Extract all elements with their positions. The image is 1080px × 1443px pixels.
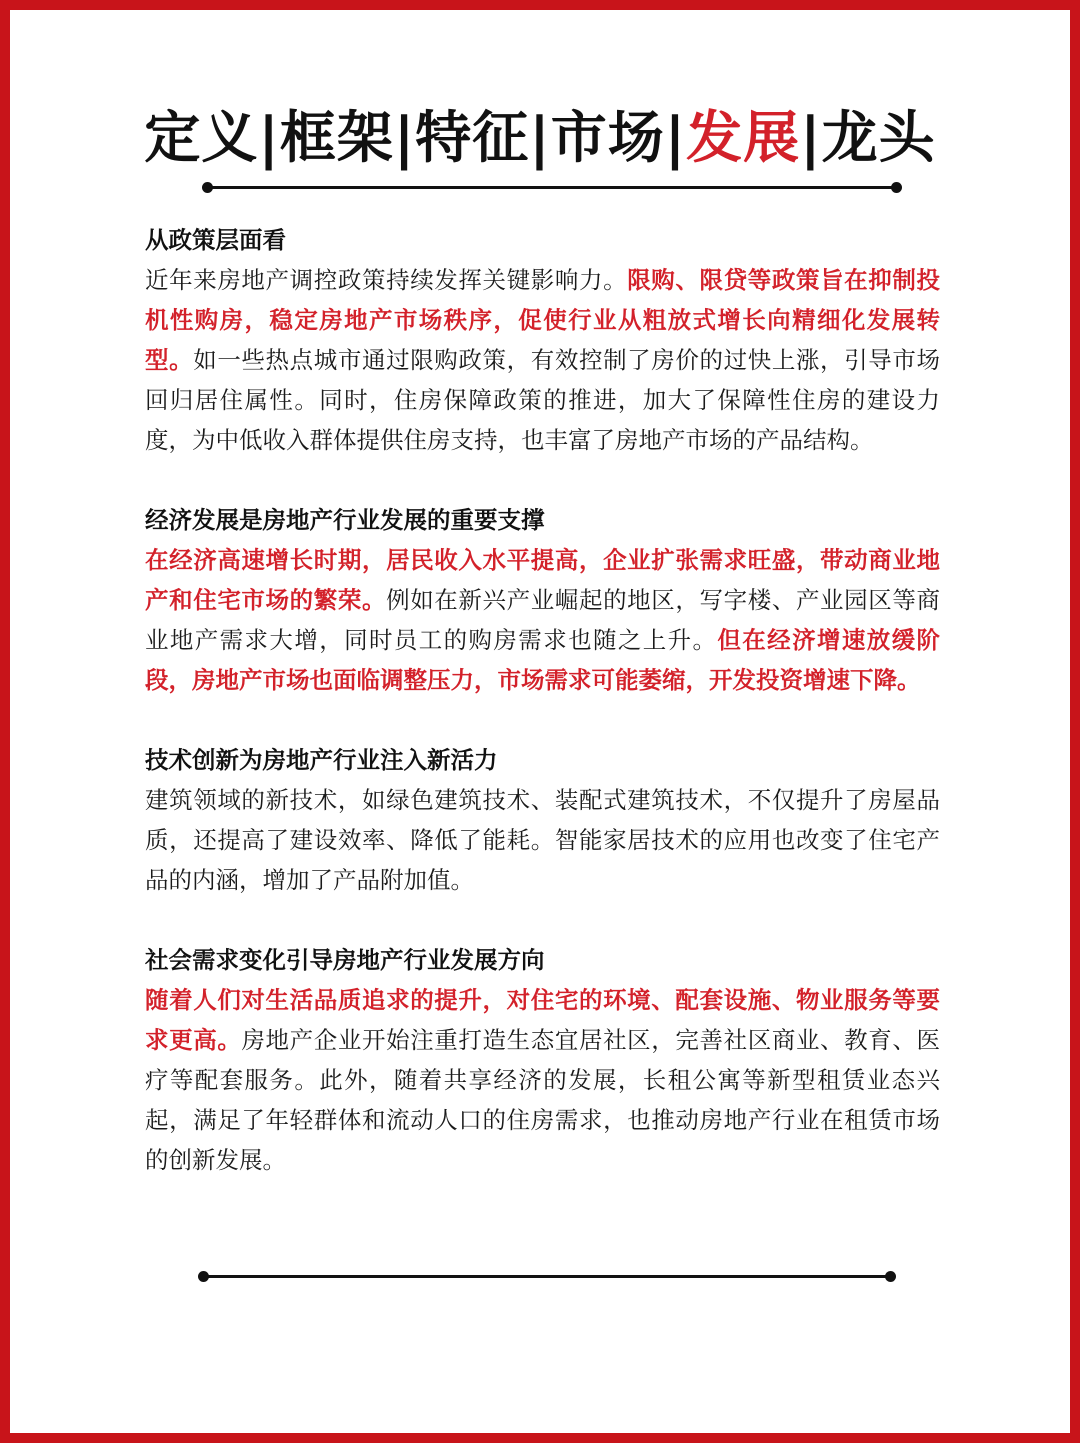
section-heading: 社会需求变化引导房地产行业发展方向 [145, 946, 545, 974]
highlight-segment: 限购、限贷等政策旨在抑制投机性购房，稳定房地产市场秩序，促使行业从粗放式增长向精细化发展转型。 [145, 266, 940, 374]
text-segment: 建筑领域的新技术，如绿色建筑技术、装配式建筑技术，不仅提升了房屋品质，还提高了建设效率、降低了能耗。智能家居技术的应用也改变了住宅产品的内涵，增加了产品附加值。 [145, 786, 940, 894]
section-heading: 从政策层面看 [145, 226, 286, 254]
page-title [0, 104, 1080, 174]
section-paragraph [145, 980, 940, 1180]
text-segment: 房地产企业开始注重打造生态宜居社区，完善社区商业、教育、医疗等配套服务。此外，随着共享经济的发展，长租公寓等新型租赁业态兴起，满足了年轻群体和流动人口的住房需求，也推动房地产行业在租赁市场的创新发展。 [145, 1026, 940, 1174]
highlight-segment: 随着人们对生活品质追求的提升，对住宅的环境、配套设施、物业服务等要求更高。 [145, 986, 940, 1054]
section-paragraph [145, 780, 940, 900]
section-paragraph [145, 260, 940, 460]
top-divider [207, 186, 897, 189]
section-policy [145, 220, 940, 460]
title-part-1: 定义|框架|特征|市场| [144, 106, 687, 171]
highlight-segment: 在经济高速增长时期，居民收入水平提高，企业扩张需求旺盛，带动商业地产和住宅市场的繁荣。 [145, 546, 940, 614]
section-heading: 技术创新为房地产行业注入新活力 [145, 746, 498, 774]
title-part-highlight: 发展 [686, 106, 801, 171]
section-technology [145, 740, 940, 900]
section-society [145, 940, 940, 1180]
text-segment: 例如在新兴产业崛起的地区，写字楼、产业园区等商业地产需求大增，同时员工的购房需求也随之上升。 [145, 586, 940, 654]
section-paragraph [145, 540, 940, 700]
article-body [145, 220, 940, 1220]
highlight-segment: 但在经济增速放缓阶段，房地产市场也面临调整压力，市场需求可能萎缩，开发投资增速下降。 [145, 626, 941, 694]
text-segment: 如一些热点城市通过限购政策，有效控制了房价的过快上涨，引导市场回归居住属性。同时，住房保障政策的推进，加大了保障性住房的建设力度，为中低收入群体提供住房支持，也丰富了房地产市场的产品结构。 [145, 346, 940, 454]
title-part-3: |龙头 [800, 106, 936, 171]
section-heading: 经济发展是房地产行业发展的重要支撑 [145, 506, 545, 534]
bottom-divider [203, 1275, 891, 1278]
text-segment: 近年来房地产调控政策持续发挥关键影响力。 [145, 266, 628, 294]
section-economy [145, 500, 940, 700]
